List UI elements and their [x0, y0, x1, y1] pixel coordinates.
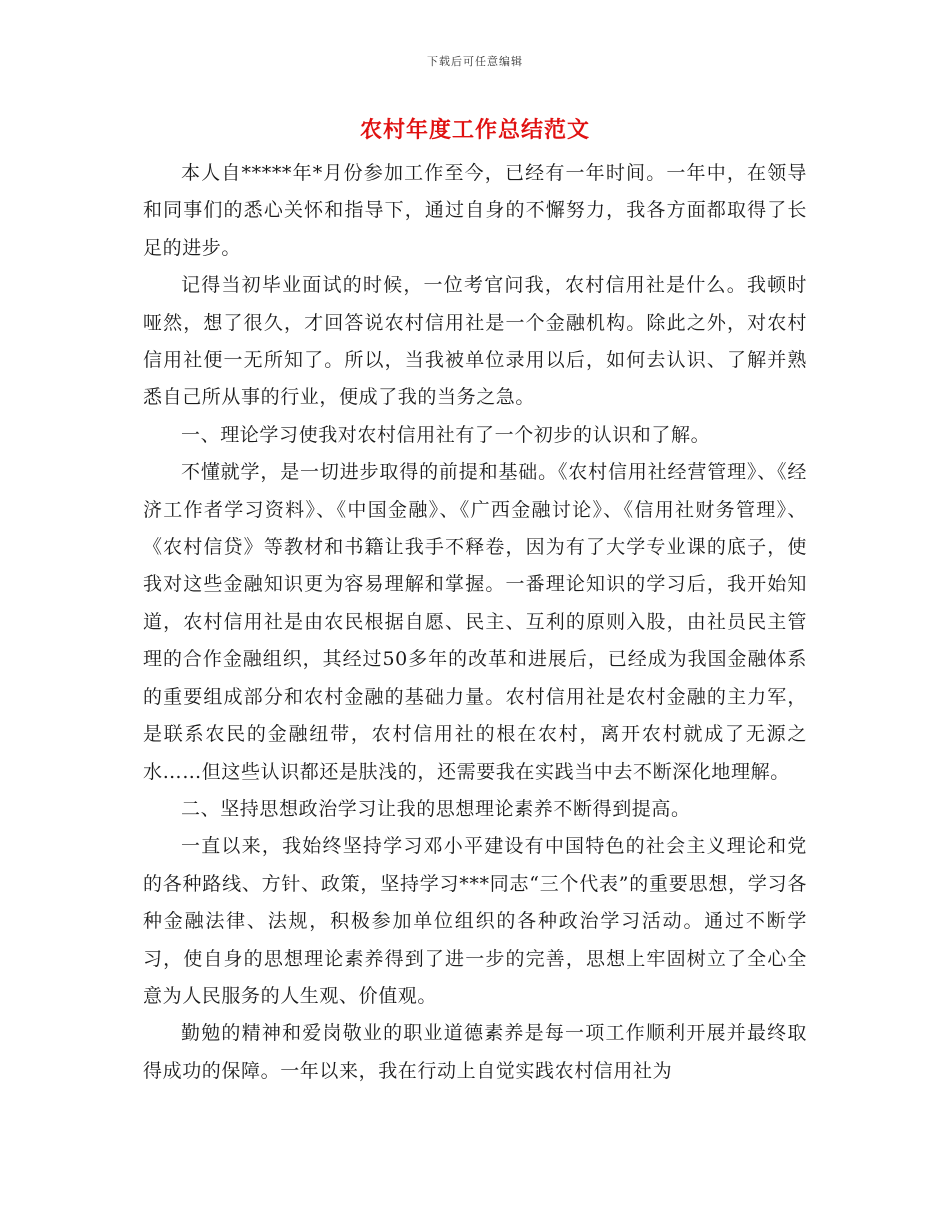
paragraph-political-study: 一直以来，我始终坚持学习邓小平建设有中国特色的社会主义理论和党的各种路线、方针、政策，坚持学习***同志“三个代表”的重要思想，学习各种金融法律、法规，积极参加单位组织的各种政治学习活动。通过不断学习，使自身的思想理论素养得到了进一步的完善，思想上牢固树立了全心全意为人民服务的人生观、价值观。: [143, 835, 807, 1007]
paragraph-theory-study: 不懂就学，是一切进步取得的前提和基础。《农村信用社经营管理》、《经济工作者学习资料》、《中国金融》、《广西金融讨论》、《信用社财务管理》、《农村信贷》等教材和书籍让我手不释卷，因为有了大学专业课的底子，使我对这些金融知识更为容易理解和掌握。一番理论知识的学习后，我开始知道，农村信用社是由农民根据自愿、民主、互利的原则入股，由社员民主管理的合作金融组织，其经过50多年的改革和进展后，已经成为我国金融体系的重要组成部分和农村金融的基础力量。农村信用社是农村金融的主力军，是联系农民的金融纽带，农村信用社的根在农村，离开农村就成了无源之水……但这些认识都还是肤浅的，还需要我在实践当中去不断深化地理解。: [143, 461, 807, 783]
paragraph-work-ethic: 勤勉的精神和爱岗敬业的职业道德素养是每一项工作顺利开展并最终取得成功的保障。一年以来，我在行动上自觉实践农村信用社为: [143, 1022, 807, 1082]
section-heading-theory: 一、理论学习使我对农村信用社有了一个初步的认识和了解。: [181, 423, 711, 446]
document-body: [143, 155, 807, 1090]
header-note: 下载后可任意编辑: [427, 55, 523, 68]
section-heading-political: 二、坚持思想政治学习让我的思想理论素养不断得到提高。: [181, 797, 691, 820]
paragraph-interview: 记得当初毕业面试的时候，一位考官问我，农村信用社是什么。我顿时哑然，想了很久，才回答说农村信用社是一个金融机构。除此之外，对农村信用社便一无所知了。所以，当我被单位录用以后，如何去认识、了解并熟悉自己所从事的行业，便成了我的当务之急。: [143, 274, 807, 409]
document-title: 农村年度工作总结范文: [359, 117, 590, 143]
paragraph-intro: 本人自*****年*月份参加工作至今，已经有一年时间。一年中，在领导和同事们的悉心关怀和指导下，通过自身的不懈努力，我各方面都取得了长足的进步。: [143, 162, 807, 259]
